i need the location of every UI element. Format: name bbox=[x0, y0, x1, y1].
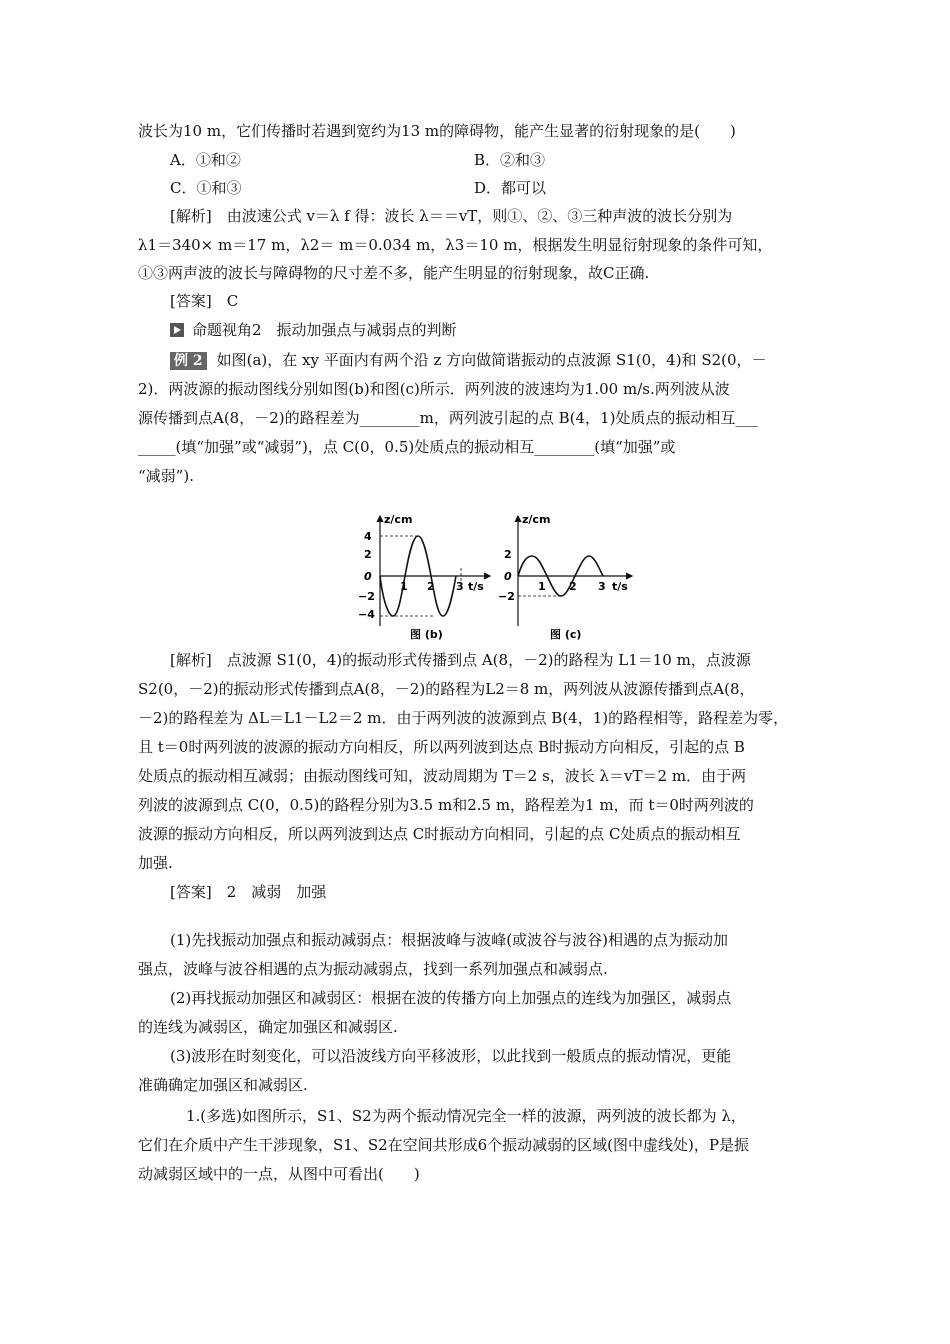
solution1-line: [解析] 由波速公式 v＝λ f 得：波长 λ＝＝vT，则①、②、③三种声波的波长分别为 bbox=[170, 207, 733, 225]
answer1: [答案] C bbox=[170, 292, 239, 310]
z-axis-label: z/cm bbox=[522, 513, 551, 526]
y-tick: 2 bbox=[504, 548, 512, 561]
y-tick: −4 bbox=[358, 608, 375, 621]
solution2-line: 列波的波源到点 C(0，0.5)的路程分别为3.5 m和2.5 m，路程差为1 m，而 t＝0时两列波的 bbox=[138, 796, 754, 814]
y-tick: 4 bbox=[364, 530, 372, 543]
solution2-line: 处质点的振动相互减弱；由振动图线可知，波动周期为 T＝2 s，波长 λ＝vT＝2 m．由于两 bbox=[138, 767, 747, 785]
solution1-line: ①③两声波的波长与障碍物的尺寸差不多，能产生明显的衍射现象，故C正确. bbox=[138, 264, 650, 282]
solution2-line: －2)的路程差为 ΔL＝L1－L2＝2 m．由于两列波的波源到点 B(4，1)的路程相等，路程差为零， bbox=[138, 709, 789, 727]
graph-b bbox=[358, 513, 490, 641]
method-line: (2)再找振动加强区和减弱区：根据在波的传播方向上加强点的连线为加强区，减弱点 bbox=[170, 989, 732, 1007]
solution2-line: 波源的振动方向相反，所以两列波到达点 C时振动方向相同，引起的点 C处质点的振动相互 bbox=[138, 825, 741, 843]
example2-line: 例 2 如图(a)，在 xy 平面内有两个沿 z 方向做简谐振动的点波源 S1(0，4)和 S2(0，－ bbox=[170, 350, 767, 370]
graph-c bbox=[498, 513, 632, 641]
section-title: 命题视角2 振动加强点与减弱点的判断 bbox=[192, 321, 457, 339]
origin-label: 0 bbox=[504, 570, 512, 583]
caption-b: 图 (b) bbox=[410, 628, 443, 641]
z-axis-label: z/cm bbox=[384, 513, 413, 526]
method-line: 的连线为减弱区，确定加强区和减弱区. bbox=[138, 1018, 398, 1036]
origin-label: 0 bbox=[364, 570, 372, 583]
example2-line: “减弱”). bbox=[138, 467, 194, 485]
question1-line: 1.(多选)如图所示，S1、S2为两个振动情况完全一样的波源，两列波的波长都为 λ， bbox=[186, 1107, 746, 1125]
t-axis-label: t/s bbox=[612, 580, 628, 593]
example2-line: _____(填“加强”或“减弱”)，点 C(0，0.5)处质点的振动相互________(填“加强”或 bbox=[138, 438, 676, 456]
vibration-graphs bbox=[350, 508, 640, 643]
method-line: (3)波形在时刻变化，可以沿波线方向平移波形，以此找到一般质点的振动情况，更能 bbox=[170, 1047, 732, 1065]
option-a: A．①和② bbox=[170, 151, 241, 169]
section-heading bbox=[170, 320, 457, 340]
question1-line: 动减弱区域中的一点，从图中可看出( ) bbox=[138, 1165, 420, 1183]
solution2-line: 且 t＝0时两列波的波源的振动方向相反，所以两列波到达点 B时振动方向相反，引起的点 B bbox=[138, 738, 745, 756]
solution2-line: S2(0，－2)的振动形式传播到点A(8，－2)的路程为L2＝8 m，两列波从波源传播到点A(8， bbox=[138, 680, 755, 698]
method-line: 强点，波峰与波谷相遇的点为振动减弱点，找到一系列加强点和减弱点. bbox=[138, 960, 608, 978]
option-d: D．都可以 bbox=[474, 179, 547, 197]
option-c: C．①和③ bbox=[170, 179, 242, 197]
play-triangle-icon bbox=[170, 323, 184, 337]
x-tick: 2 bbox=[427, 580, 435, 593]
t-axis-label: t/s bbox=[468, 580, 484, 593]
answer2: [答案] 2 减弱 加强 bbox=[170, 883, 327, 901]
example2-line: 源传播到点A(8，－2)的路程差为________m，两列波引起的点 B(4，1)处质点的振动相互___ bbox=[138, 409, 758, 427]
solution1-line: λ1＝340× m＝17 m，λ2＝ m＝0.034 m，λ3＝10 m，根据发生明显衍射现象的条件可知， bbox=[138, 236, 773, 254]
x-tick: 3 bbox=[456, 580, 464, 593]
question1-line: 它们在介质中产生干涉现象，S1、S2在空间共形成6个振动减弱的区域(图中虚线处)，P是振 bbox=[138, 1136, 749, 1154]
example-badge: 例 2 bbox=[170, 352, 207, 370]
x-tick: 3 bbox=[598, 580, 606, 593]
method-line: 准确确定加强区和减弱区. bbox=[138, 1076, 308, 1094]
question-intro: 波长为10 m，它们传播时若遇到宽约为13 m的障碍物，能产生显著的衍射现象的是( ) bbox=[138, 122, 736, 140]
y-tick: −2 bbox=[498, 590, 515, 603]
method-line: (1)先找振动加强点和振动减弱点：根据波峰与波峰(或波谷与波谷)相遇的点为振动加 bbox=[170, 931, 728, 949]
solution2-line: 加强. bbox=[138, 854, 173, 872]
caption-c: 图 (c) bbox=[550, 628, 582, 641]
example2-line: 2)．两波源的振动图线分别如图(b)和图(c)所示．两列波的波速均为1.00 m/s.两列波从波 bbox=[138, 380, 730, 398]
y-tick: 2 bbox=[364, 548, 372, 561]
y-tick: −2 bbox=[358, 590, 375, 603]
solution2-line: [解析] 点波源 S1(0，4)的振动形式传播到点 A(8，－2)的路程为 L1＝10 m，点波源 bbox=[170, 651, 751, 669]
x-tick: 2 bbox=[569, 580, 577, 593]
x-tick: 1 bbox=[400, 580, 408, 593]
option-b: B．②和③ bbox=[474, 151, 546, 169]
x-tick: 1 bbox=[538, 580, 546, 593]
